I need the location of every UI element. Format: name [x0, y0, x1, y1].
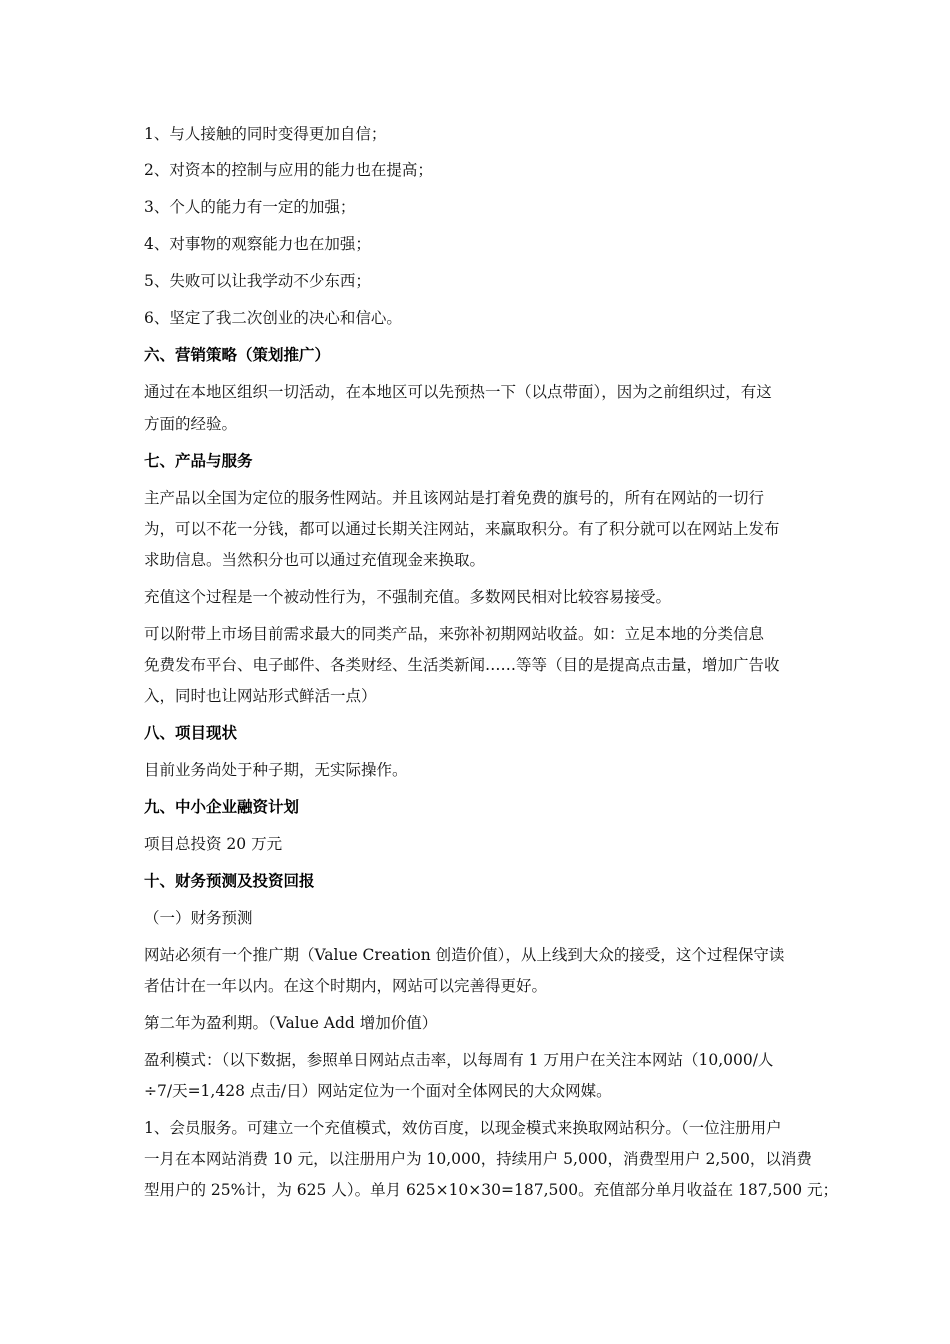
- paragraph-line: 通过在本地区组织一切活动，在本地区可以先预热一下（以点带面），因为之前组织过，有这: [144, 383, 772, 401]
- paragraph-line: 项目总投资 20 万元: [144, 835, 283, 853]
- list-item: 1、与人接触的同时变得更加自信；: [144, 125, 387, 143]
- list-item: 6、坚定了我二次创业的决心和信心。: [144, 309, 402, 327]
- paragraph-line: 可以附带上市场目前需求最大的同类产品，来弥补初期网站收益。如：立足本地的分类信息: [144, 625, 765, 643]
- paragraph-line: 免费发布平台、电子邮件、各类财经、生活类新闻……等等（目的是提高点击量，增加广告收: [144, 656, 780, 674]
- paragraph-line: 方面的经验。: [144, 415, 238, 433]
- paragraph-line: 第二年为盈利期。（Value Add 增加价值）: [144, 1014, 438, 1032]
- paragraph-line: 型用户的 25%计，为 625 人）。单月 625×10×30=187,500。充值部分单月收益在 187,500 元；: [144, 1181, 839, 1199]
- section-heading-products: 七、产品与服务: [144, 452, 253, 470]
- paragraph-line: 入，同时也让网站形式鲜活一点）: [144, 687, 377, 705]
- paragraph-line: 网站必须有一个推广期（Value Creation 创造价值），从上线到大众的接受，这个过程保守读: [144, 946, 785, 964]
- subheading: （一）财务预测: [144, 909, 253, 927]
- paragraph-line: ÷7/天=1,428 点击/日）网站定位为一个面对全体网民的大众网媒。: [144, 1082, 612, 1100]
- paragraph-line: 盈利模式：（以下数据，参照单日网站点击率，以每周有 1 万用户在关注本网站（10,000/人: [144, 1051, 774, 1069]
- list-item: 4、对事物的观察能力也在加强；: [144, 235, 371, 253]
- section-heading-finance-forecast: 十、财务预测及投资回报: [144, 872, 315, 890]
- paragraph-line: 主产品以全国为定位的服务性网站。并且该网站是打着免费的旗号的，所有在网站的一切行: [144, 489, 765, 507]
- section-heading-financing: 九、中小企业融资计划: [144, 798, 300, 816]
- section-heading-marketing: 六、营销策略（策划推广）: [144, 346, 331, 364]
- paragraph-line: 目前业务尚处于种子期，无实际操作。: [144, 761, 408, 779]
- paragraph-line: 1、会员服务。可建立一个充值模式，效仿百度，以现金模式来换取网站积分。（一位注册用户: [144, 1119, 782, 1137]
- paragraph-line: 为，可以不花一分钱，都可以通过长期关注网站，来赢取积分。有了积分就可以在网站上发布: [144, 520, 780, 538]
- paragraph-line: 一月在本网站消费 10 元，以注册用户为 10,000，持续用户 5,000，消费型用户 2,500，以消费: [144, 1150, 812, 1168]
- paragraph-line: 求助信息。当然积分也可以通过充值现金来换取。: [144, 551, 486, 569]
- list-item: 2、对资本的控制与应用的能力也在提高；: [144, 161, 433, 179]
- paragraph-line: 者估计在一年以内。在这个时期内，网站可以完善得更好。: [144, 977, 548, 995]
- list-item: 5、失败可以让我学动不少东西；: [144, 272, 371, 290]
- paragraph-line: 充值这个过程是一个被动性行为，不强制充值。多数网民相对比较容易接受。: [144, 588, 672, 606]
- list-item: 3、个人的能力有一定的加强；: [144, 198, 356, 216]
- section-heading-status: 八、项目现状: [144, 724, 238, 742]
